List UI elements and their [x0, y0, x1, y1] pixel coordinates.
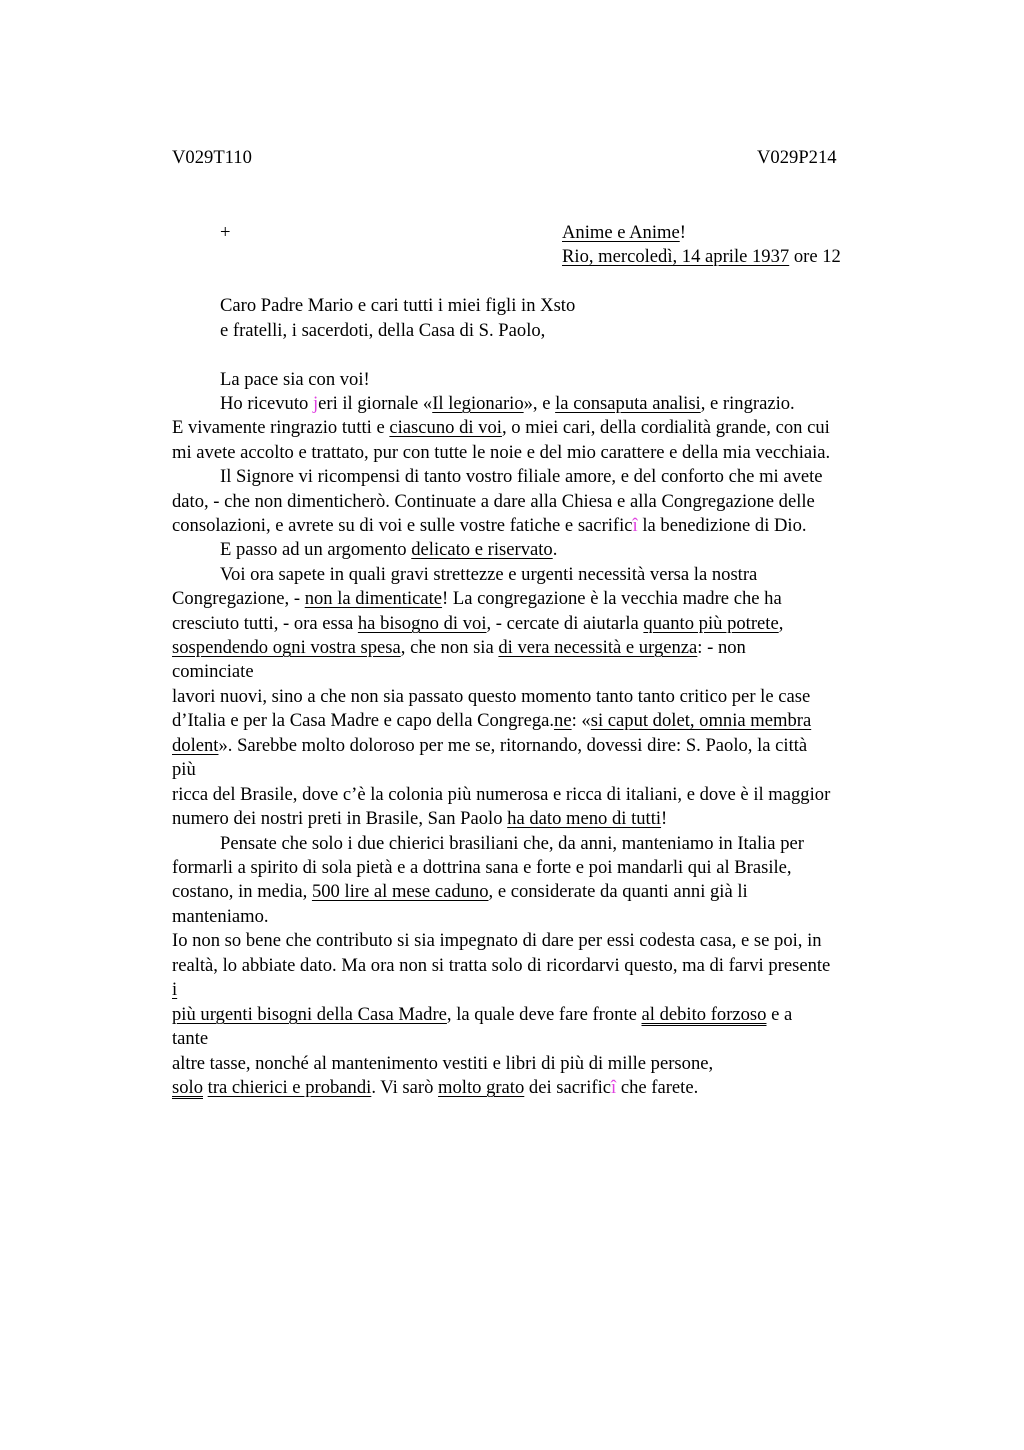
- paragraph-4-line-3: [172, 612, 783, 636]
- text-run: ». Sarebbe molto doloroso per me se, ritornando, dovessi dire: S. Paolo, la città: [218, 735, 808, 756]
- underlined-text: ciascuno di voi: [389, 417, 502, 438]
- text-run: Congregazione, -: [172, 588, 305, 609]
- paragraph-2-line-1: Il Signore vi ricompensi di tanto vostro filiale amore, e del conforto che mi avete: [220, 466, 823, 487]
- paragraph-5-line-4: manteniamo.: [172, 906, 269, 927]
- paragraph-5-line-6: realtà, lo abbiate dato. Ma ora non si tratta solo di ricordarvi questo, ma di farvi presente: [172, 955, 831, 976]
- text-run: : «: [571, 710, 591, 731]
- text-run: , la quale deve fare fronte: [446, 1004, 642, 1025]
- underlined-text: delicato e riservato: [411, 539, 553, 560]
- salutation-line-1: Caro Padre Mario e cari tutti i miei figli in Xsto: [220, 295, 576, 316]
- text-run: ,: [778, 613, 784, 634]
- text-run: . Vi sarò: [371, 1077, 439, 1098]
- text-run: dei sacrific: [524, 1077, 612, 1098]
- underlined-text: ha bisogno di voi: [357, 613, 487, 634]
- dateline-underlined: Rio, mercoledì, 14 aprile 1937: [562, 246, 790, 267]
- text-run: cresciuto tutti, - ora essa: [172, 613, 358, 634]
- dateline: [562, 245, 841, 269]
- paragraph-5-line-3: [172, 880, 748, 904]
- paragraph-5-line-5: Io non so bene che contributo si sia impegnato di dare per essi codesta casa, e se poi, in: [172, 930, 822, 951]
- paragraph-1-line-2: [172, 416, 830, 440]
- underlined-text: sospendendo ogni vostra spesa: [172, 637, 401, 658]
- paragraph-5-line-10: altre tasse, nonché al mantenimento vestiti e libri di più di mille persone,: [172, 1053, 714, 1074]
- underlined-text: molto grato: [438, 1077, 525, 1098]
- underlined-text: quanto più potrete: [643, 613, 779, 634]
- letter-title-exclamation: !: [679, 222, 686, 243]
- paragraph-5-line-2: formarli a spirito di sola pietà e a dottrina sana e forte e poi mandarli qui al Brasile,: [172, 857, 792, 878]
- text-run: .: [552, 539, 558, 560]
- paragraph-2-line-2: dato, - che non dimenticherò. Continuate a dare alla Chiesa e alla Congregazione delle: [172, 491, 815, 512]
- underlined-text: i: [172, 979, 178, 1000]
- text-run: che farete.: [616, 1077, 699, 1098]
- paragraph-5-line-8: [172, 1003, 792, 1027]
- underlined-text: di vera necessità e urgenza: [498, 637, 698, 658]
- underlined-text: si caput dolet, omnia membra: [590, 710, 812, 731]
- paragraph-2-line-3: [172, 514, 807, 538]
- salutation-line-2: e fratelli, i sacerdoti, della Casa di S. Paolo,: [220, 320, 546, 341]
- double-underlined-text: al debito forzoso: [641, 1004, 767, 1025]
- paragraph-4-line-7: [172, 709, 811, 733]
- paragraph-5-line-11: [172, 1076, 698, 1100]
- greeting-peace: La pace sia con voi!: [220, 369, 370, 390]
- text-run: E vivamente ringrazio tutti e: [172, 417, 390, 438]
- paragraph-1-line-3: mi avete accolto e trattato, pur con tutte le noie e del mio carattere e della mia vecchiaia.: [172, 442, 831, 463]
- underlined-text: dolent: [172, 735, 219, 756]
- paragraph-5-line-7: [172, 978, 177, 1002]
- paragraph-4-line-9: più: [172, 759, 196, 780]
- letter-title: [562, 221, 686, 245]
- text-run: , e ringrazio.: [700, 393, 795, 414]
- cross-mark: +: [220, 222, 231, 243]
- paragraph-4-line-2: [172, 587, 782, 611]
- underlined-text: ha dato meno di tutti: [507, 808, 662, 829]
- paragraph-4-line-4: [172, 636, 746, 660]
- text-run: », e: [523, 393, 556, 414]
- text-run: numero dei nostri preti in Brasile, San Paolo: [172, 808, 508, 829]
- text-run: Ho ricevuto: [220, 393, 313, 414]
- text-run: ! La congregazione è la vecchia madre che ha: [442, 588, 782, 609]
- paragraph-5-line-1: Pensate che solo i due chierici brasiliani che, da anni, manteniamo in Italia per: [220, 833, 804, 854]
- underlined-text: Il legionario: [432, 393, 524, 414]
- underlined-text: tra chierici e probandi: [207, 1077, 372, 1098]
- underlined-text: non la dimenticate: [304, 588, 443, 609]
- text-run: !: [661, 808, 668, 829]
- text-run: e a: [766, 1004, 793, 1025]
- paragraph-4-line-5: cominciate: [172, 661, 254, 682]
- text-run: consolazioni, e avrete su di voi e sulle vostre fatiche e sacrific: [172, 515, 633, 536]
- paragraph-4-line-8: [172, 734, 807, 758]
- text-run: , che non sia: [400, 637, 499, 658]
- highlight-letter: î: [632, 515, 638, 536]
- text-run: , o miei cari, della cordialità grande, con cui: [501, 417, 830, 438]
- text-run: eri il giornale «: [318, 393, 433, 414]
- paragraph-4-line-11: [172, 807, 667, 831]
- text-run: , e considerate da quanti anni già li: [488, 881, 748, 902]
- underlined-text: 500 lire al mese caduno: [311, 881, 489, 902]
- text-run: d’Italia e per la Casa Madre e capo della Congrega.: [172, 710, 555, 731]
- text-run: : - non: [697, 637, 746, 658]
- paragraph-5-line-9: tante: [172, 1028, 209, 1049]
- letter-title-underlined: Anime e Anime: [562, 222, 680, 243]
- text-run: E passo ad un argomento: [220, 539, 412, 560]
- paragraph-1-line-1: [220, 392, 795, 416]
- paragraph-3: [220, 538, 557, 562]
- dateline-time: ore 12: [789, 246, 841, 267]
- underlined-text: ne: [554, 710, 572, 731]
- text-run: , - cercate di aiutarla: [486, 613, 644, 634]
- text-run: la benedizione di Dio.: [637, 515, 807, 536]
- document-code-left: V029T110: [172, 147, 252, 168]
- highlight-letter: j: [312, 393, 319, 414]
- paragraph-4-line-6: lavori nuovi, sino a che non sia passato questo momento tanto tanto critico per le case: [172, 686, 811, 707]
- paragraph-4-line-1: Voi ora sapete in quali gravi strettezze e urgenti necessità versa la nostra: [220, 564, 758, 585]
- highlight-letter: î: [611, 1077, 617, 1098]
- document-code-right: V029P214: [757, 147, 837, 168]
- paragraph-4-line-10: ricca del Brasile, dove c’è la colonia più numerosa e ricca di italiani, e dove è il maggior: [172, 784, 831, 805]
- underlined-text: più urgenti bisogni della Casa Madre: [172, 1004, 447, 1025]
- text-run: costano, in media,: [172, 881, 312, 902]
- double-underlined-text: solo: [172, 1077, 203, 1098]
- underlined-text: la consaputa analisi: [555, 393, 701, 414]
